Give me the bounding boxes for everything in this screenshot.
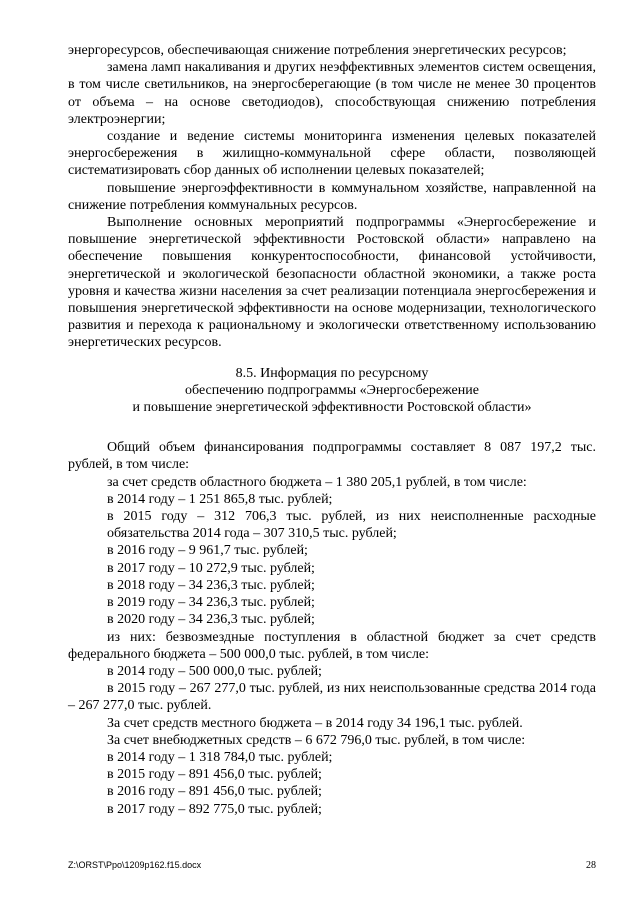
heading-line: и повышение энергетической эффективности Ростовской области»: [132, 400, 532, 416]
section-heading: [68, 365, 596, 417]
document-body: [68, 42, 596, 818]
page-number: 28: [586, 860, 596, 871]
file-path: Z:\ORST\Ppo\1209p162.f15.docx: [68, 860, 202, 870]
list-item: в 2018 году – 34 236,3 тыс. рублей;: [107, 577, 315, 593]
heading-line: обеспечению подпрограммы «Энергосбережение: [185, 382, 479, 398]
list-item: в 2015 году – 891 456,0 тыс. рублей;: [107, 767, 322, 783]
list-item: в 2017 году – 892 775,0 тыс. рублей;: [107, 801, 322, 817]
list-item: в 2014 году – 1 251 865,8 тыс. рублей;: [107, 491, 333, 507]
list-item: в 2014 году – 1 318 784,0 тыс. рублей;: [107, 749, 333, 765]
paragraph: Общий объем финансирования подпрограммы составляет 8 087 197,2 тыс. рублей, в том числе:: [68, 440, 596, 473]
paragraph: Выполнение основных мероприятий подпрограммы «Энергосбережение и повышение энергетической эффективности Ростовской области» направлено на обеспечение повышения конкурентоспособности, финансовой устойчивости, энергетической и экологической безопасности областной экономики, а также роста уровня и качества жизни населения за счет реализации потенциала энергосбережения и повышения энергетической эффективности на основе модернизации, технологического развития и перехода к рациональному и экологически ответственному использованию энергетических ресурсов.: [68, 215, 596, 351]
list-item: в 2017 году – 10 272,9 тыс. рублей;: [107, 560, 315, 576]
list-item: в 2015 году – 312 706,3 тыс. рублей, из них неисполненные расходные обязательства 2014 года – 307 310,5 тыс. рублей;: [107, 509, 596, 542]
list-item: в 2020 году – 34 236,3 тыс. рублей;: [107, 612, 315, 628]
paragraph: из них: безвозмездные поступления в областной бюджет за счет средств федерального бюджета – 500 000,0 тыс. рублей, в том числе:: [68, 629, 596, 662]
paragraph: замена ламп накаливания и других неэффективных элементов систем освещения, в том числе светильников, на энергосберегающие (в том числе не менее 30 процентов от объема – на основе светодиодов), способствующая снижению потребления электроэнергии;: [68, 60, 596, 127]
paragraph: за счет средств областного бюджета – 1 380 205,1 рублей, в том числе:: [107, 474, 527, 490]
heading-line: 8.5. Информация по ресурсному: [235, 365, 429, 381]
paragraph: энергоресурсов, обеспечивающая снижение потребления энергетических ресурсов;: [68, 43, 567, 58]
list-item: в 2015 году – 267 277,0 тыс. рублей, из них неиспользованные средства 2014 года – 267 277,0 тыс. рублей.: [68, 681, 596, 714]
list-item: в 2019 году – 34 236,3 тыс. рублей;: [107, 595, 315, 611]
list-item: в 2016 году – 891 456,0 тыс. рублей;: [107, 784, 322, 800]
list-item: в 2014 году – 500 000,0 тыс. рублей;: [107, 663, 322, 679]
list-item: в 2016 году – 9 961,7 тыс. рублей;: [107, 543, 308, 559]
paragraph: За счет средств местного бюджета – в 2014 году 34 196,1 тыс. рублей.: [107, 715, 523, 731]
paragraph: создание и ведение системы мониторинга изменения целевых показателей энергосбережения в жилищно-коммунальной сфере области, позволяющей систематизировать сбор данных об исполнении целевых показателей;: [68, 129, 596, 179]
paragraph: За счет внебюджетных средств – 6 672 796,0 тыс. рублей, в том числе:: [107, 732, 526, 748]
paragraph: повышение энергоэффективности в коммунальном хозяйстве, направленной на снижение потребления коммунальных ресурсов.: [68, 180, 596, 213]
